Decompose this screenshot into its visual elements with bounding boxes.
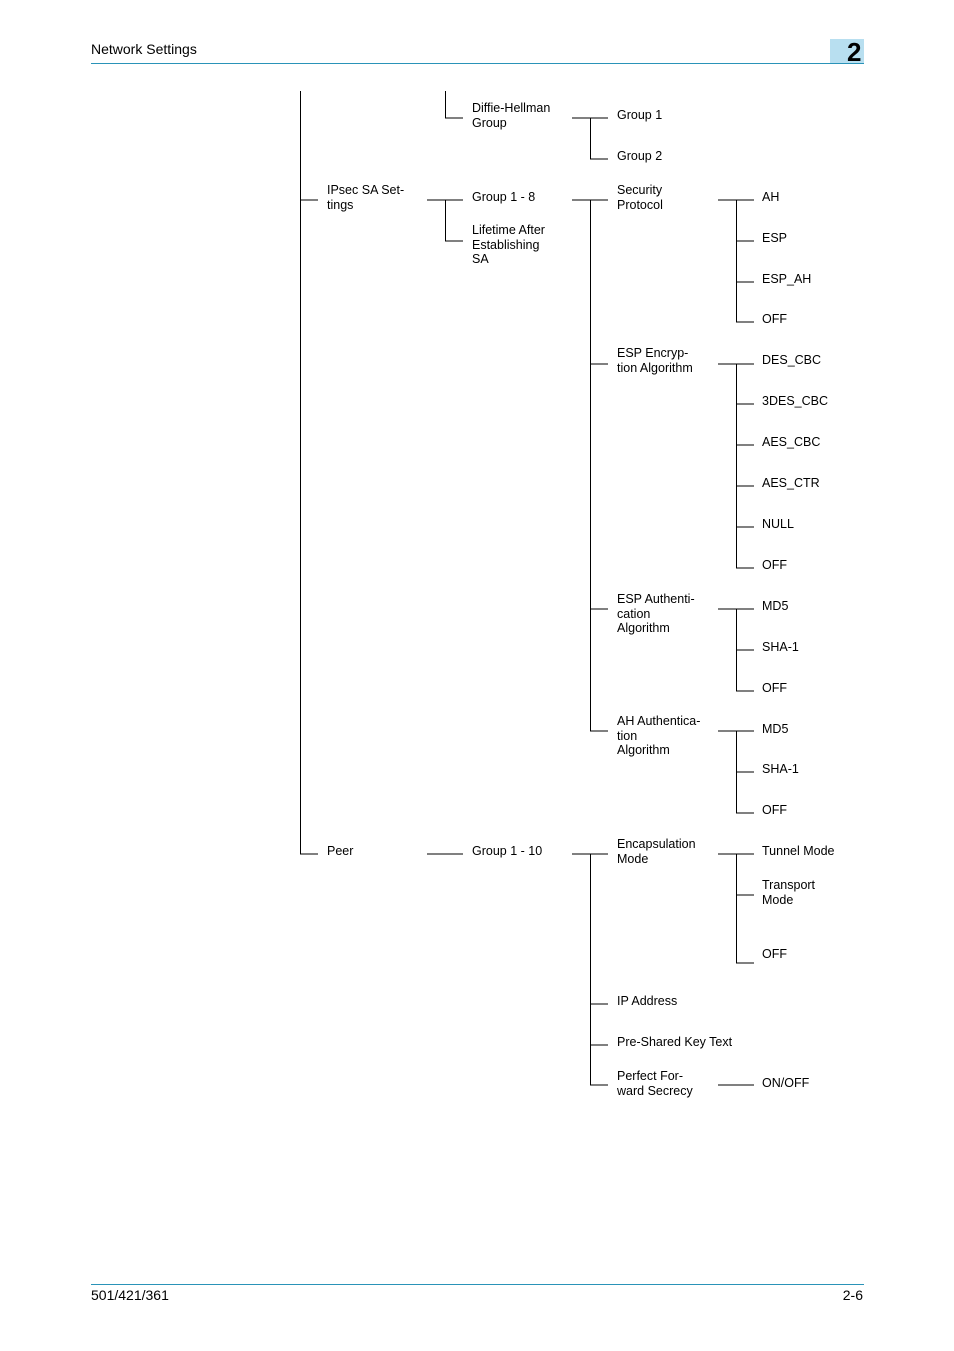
node-transport-mode: Transport Mode: [762, 878, 816, 907]
node-ah-authentication: AH Authentica- tion Algorithm: [617, 714, 701, 757]
node-enc-aes-ctr: AES_CTR: [762, 476, 820, 490]
node-encapsulation-mode: Encapsulation Mode: [617, 837, 696, 866]
footer-model: 501/421/361: [91, 1287, 169, 1303]
node-pfs-on-off: ON/OFF: [762, 1076, 810, 1090]
node-ah-off: OFF: [762, 803, 787, 817]
node-enc-3des-cbc: 3DES_CBC: [762, 394, 828, 408]
node-enc-null: NULL: [762, 517, 794, 531]
node-sp-off: OFF: [762, 312, 787, 326]
node-esp-off: OFF: [762, 681, 787, 695]
node-pre-shared-key: Pre-Shared Key Text: [617, 1035, 733, 1049]
node-encap-off: OFF: [762, 947, 787, 961]
node-tunnel-mode: Tunnel Mode: [762, 844, 835, 858]
node-security-protocol: Security Protocol: [617, 183, 663, 212]
node-sa-group: Group 1 - 8: [472, 190, 536, 204]
node-esp-md5: MD5: [762, 599, 789, 613]
node-esp-sha1: SHA-1: [762, 640, 799, 654]
node-peer: Peer: [327, 844, 354, 858]
node-ip-address: IP Address: [617, 994, 678, 1008]
header-title: Network Settings: [91, 41, 197, 57]
node-sp-esp-ah: ESP_AH: [762, 272, 812, 286]
node-peer-group: Group 1 - 10: [472, 844, 543, 858]
node-perfect-forward-secrecy: Perfect For- ward Secrecy: [617, 1069, 693, 1098]
node-ah-sha1: SHA-1: [762, 762, 799, 776]
footer-page-number: 2-6: [842, 1287, 863, 1303]
node-sp-ah: AH: [762, 190, 780, 204]
node-enc-des-cbc: DES_CBC: [762, 353, 822, 367]
footer-rule: [91, 1284, 864, 1285]
node-dh-group-1: Group 1: [617, 108, 663, 122]
node-lifetime: Lifetime After Establishing SA: [472, 223, 545, 266]
node-enc-aes-cbc: AES_CBC: [762, 435, 821, 449]
node-sp-esp: ESP: [762, 231, 788, 245]
node-esp-authentication: ESP Authenti- cation Algorithm: [617, 592, 695, 635]
node-enc-off: OFF: [762, 558, 787, 572]
node-ah-md5: MD5: [762, 722, 789, 736]
node-diffie-hellman-group: Diffie-Hellman Group: [472, 101, 551, 130]
node-esp-encryption: ESP Encryp- tion Algorithm: [617, 346, 693, 375]
node-dh-group-2: Group 2: [617, 149, 663, 163]
node-ipsec-sa-settings: IPsec SA Set- tings: [327, 183, 405, 212]
chapter-number: 2: [847, 37, 862, 67]
